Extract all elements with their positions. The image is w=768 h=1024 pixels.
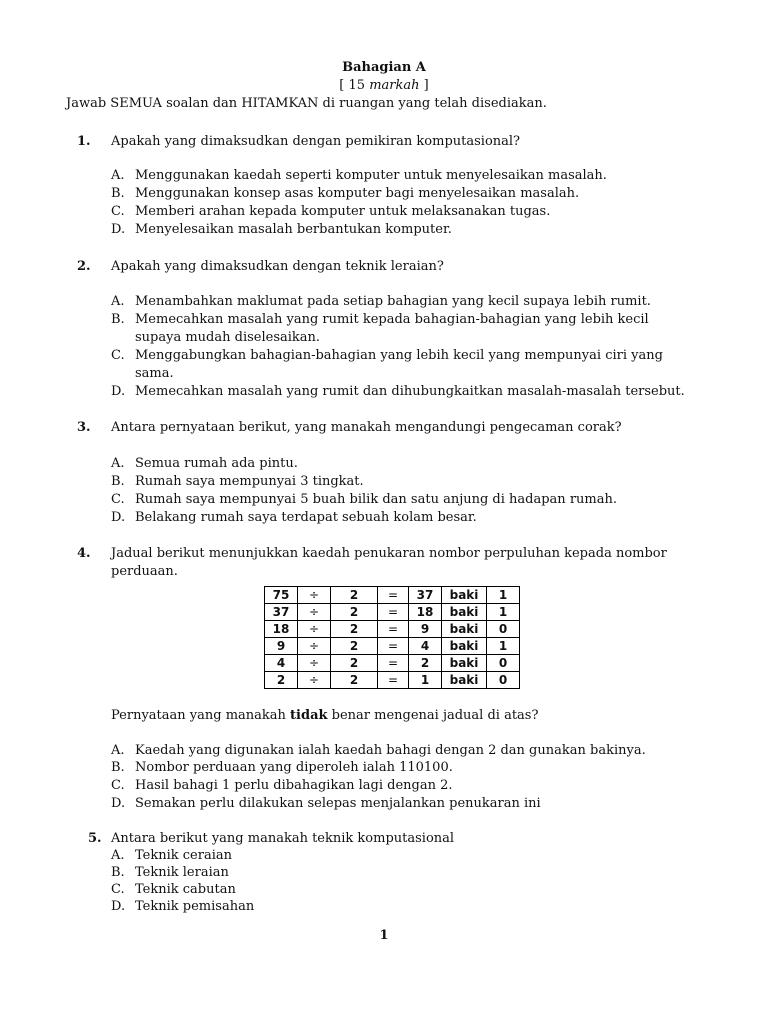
option-item[interactable] (111, 796, 541, 811)
option-item[interactable] (111, 222, 452, 237)
question-number: 2. (77, 259, 91, 274)
option-item[interactable] (111, 384, 685, 399)
question-text: Antara berikut yang manakah teknik komputasional (111, 831, 455, 846)
question-text: Apakah yang dimaksudkan dengan pemikiran komputasional? (111, 134, 521, 149)
option-letter: A. (111, 743, 125, 758)
table-cell: baki (442, 587, 487, 604)
question-text: Antara pernyataan berikut, yang manakah mengandungi pengecaman corak? (111, 420, 622, 435)
table-cell: 18 (265, 621, 298, 638)
table-row (265, 638, 520, 655)
option-item[interactable] (111, 778, 452, 793)
question-number: 5. (88, 831, 102, 846)
option-item[interactable] (111, 474, 364, 489)
option-text: Semakan perlu dilakukan selepas menjalankan penukaran ini (135, 796, 541, 811)
table-cell: 4 (265, 655, 298, 672)
marks-note (0, 78, 768, 93)
option-letter: B. (111, 474, 125, 489)
instruction: Jawab SEMUA soalan dan HITAMKAN di ruangan yang telah disediakan. (66, 96, 547, 111)
table-cell: 75 (265, 587, 298, 604)
option-item[interactable] (111, 492, 617, 507)
sub-question-pre: Pernyataan yang manakah (111, 708, 291, 723)
table-cell: = (378, 638, 409, 655)
option-letter: A. (111, 456, 125, 471)
option-text-continued: supaya mudah diselesaikan. (135, 330, 321, 345)
table-cell: ÷ (298, 638, 331, 655)
option-letter: D. (111, 384, 126, 399)
option-text: Kaedah yang digunakan ialah kaedah bahagi dengan 2 dan gunakan bakinya. (135, 743, 646, 758)
table-cell: 0 (487, 621, 520, 638)
option-letter: C. (111, 204, 125, 219)
marks-word: markah (369, 78, 420, 93)
option-letter: C. (111, 778, 125, 793)
table-row (265, 672, 520, 689)
option-text: Teknik leraian (135, 865, 229, 880)
option-item[interactable] (111, 204, 550, 219)
option-letter: C. (111, 492, 125, 507)
option-text: Memberi arahan kepada komputer untuk melaksanakan tugas. (135, 204, 551, 219)
option-letter: D. (111, 222, 126, 237)
page-number: 1 (379, 928, 389, 943)
option-item[interactable] (111, 348, 663, 363)
option-item[interactable] (111, 882, 236, 897)
table-cell: 37 (409, 587, 442, 604)
option-item[interactable] (111, 168, 607, 183)
table-cell: 2 (331, 604, 378, 621)
option-text: Teknik pemisahan (135, 899, 255, 914)
option-text: Menggunakan kaedah seperti komputer untuk menyelesaikan masalah. (135, 168, 607, 183)
table-cell: = (378, 672, 409, 689)
sub-question (111, 708, 538, 723)
option-letter: B. (111, 186, 125, 201)
table-cell: = (378, 655, 409, 672)
option-letter: C. (111, 882, 125, 897)
table-cell: ÷ (298, 672, 331, 689)
table-cell: = (378, 604, 409, 621)
table-cell: baki (442, 672, 487, 689)
table-cell: = (378, 621, 409, 638)
table-row (265, 621, 520, 638)
option-letter: B. (111, 312, 125, 327)
table-cell: 1 (487, 638, 520, 655)
question-text: Jadual berikut menunjukkan kaedah penukaran nombor perpuluhan kepada nombor (111, 546, 667, 561)
table-cell: baki (442, 638, 487, 655)
option-text: Menggunakan konsep asas komputer bagi menyelesaikan masalah. (135, 186, 580, 201)
table-cell: 2 (409, 655, 442, 672)
table-cell: 2 (331, 621, 378, 638)
option-letter: A. (111, 848, 125, 863)
table-cell: ÷ (298, 604, 331, 621)
option-text-continued: sama. (135, 366, 174, 381)
marks-open: [ 15 (339, 78, 370, 93)
table-cell: 9 (265, 638, 298, 655)
table-row (265, 587, 520, 604)
table-cell: baki (442, 621, 487, 638)
sub-question-emphasis: tidak (290, 708, 328, 723)
option-text: Rumah saya mempunyai 3 tingkat. (135, 474, 364, 489)
table-cell: = (378, 587, 409, 604)
table-row (265, 655, 520, 672)
table-cell: 0 (487, 655, 520, 672)
table-cell: 2 (331, 655, 378, 672)
option-text: Teknik ceraian (135, 848, 232, 863)
option-text: Nombor perduaan yang diperoleh ialah 110100. (135, 760, 453, 775)
option-letter: B. (111, 865, 125, 880)
option-item[interactable] (111, 456, 298, 471)
table-cell: 1 (487, 604, 520, 621)
option-letter: A. (111, 168, 125, 183)
table-cell: baki (442, 604, 487, 621)
table-cell: 37 (265, 604, 298, 621)
option-letter: D. (111, 510, 126, 525)
option-letter: D. (111, 796, 126, 811)
question-number: 4. (77, 546, 91, 561)
table-cell: baki (442, 655, 487, 672)
option-letter: B. (111, 760, 125, 775)
table-cell: ÷ (298, 655, 331, 672)
table-cell: 2 (265, 672, 298, 689)
table-cell: 2 (331, 638, 378, 655)
option-text: Hasil bahagi 1 perlu dibahagikan lagi dengan 2. (135, 778, 453, 793)
option-item[interactable] (111, 848, 232, 863)
option-letter: C. (111, 348, 125, 363)
question-number: 3. (77, 420, 91, 435)
option-item[interactable] (111, 743, 646, 758)
option-item[interactable] (111, 312, 649, 327)
option-item[interactable] (111, 760, 453, 775)
option-text: Rumah saya mempunyai 5 buah bilik dan satu anjung di hadapan rumah. (135, 492, 617, 507)
table-cell: 2 (331, 587, 378, 604)
option-text: Memecahkan masalah yang rumit dan dihubungkaitkan masalah-masalah tersebut. (135, 384, 685, 399)
table-cell: ÷ (298, 621, 331, 638)
table-cell: 1 (487, 587, 520, 604)
option-text: Memecahkan masalah yang rumit kepada bahagian-bahagian yang lebih kecil (135, 312, 649, 327)
sub-question-post: benar mengenai jadual di atas? (327, 708, 539, 723)
option-text: Menyelesaikan masalah berbantukan komputer. (135, 222, 452, 237)
question-text-continued: perduaan. (111, 564, 178, 579)
question-text: Apakah yang dimaksudkan dengan teknik leraian? (111, 259, 444, 274)
option-text: Semua rumah ada pintu. (135, 456, 298, 471)
table-cell: 2 (331, 672, 378, 689)
table-cell: 4 (409, 638, 442, 655)
option-letter: A. (111, 294, 125, 309)
table-cell: 9 (409, 621, 442, 638)
option-text: Belakang rumah saya terdapat sebuah kolam besar. (135, 510, 477, 525)
option-item[interactable] (111, 899, 254, 914)
option-item[interactable] (111, 865, 229, 880)
marks-close: ] (419, 78, 429, 93)
option-text: Menambahkan maklumat pada setiap bahagian yang kecil supaya lebih rumit. (135, 294, 651, 309)
option-text: Teknik cabutan (135, 882, 236, 897)
option-text: Menggabungkan bahagian-bahagian yang lebih kecil yang mempunyai ciri yang (135, 348, 663, 363)
option-item[interactable] (111, 186, 579, 201)
table-cell: ÷ (298, 587, 331, 604)
option-item[interactable] (111, 510, 477, 525)
conversion-table (264, 586, 520, 689)
table-row (265, 604, 520, 621)
table-cell: 1 (409, 672, 442, 689)
option-letter: D. (111, 899, 126, 914)
question-number: 1. (77, 134, 91, 149)
table-cell: 0 (487, 672, 520, 689)
section-title: Bahagian A (342, 60, 426, 75)
option-item[interactable] (111, 294, 651, 309)
table-cell: 18 (409, 604, 442, 621)
